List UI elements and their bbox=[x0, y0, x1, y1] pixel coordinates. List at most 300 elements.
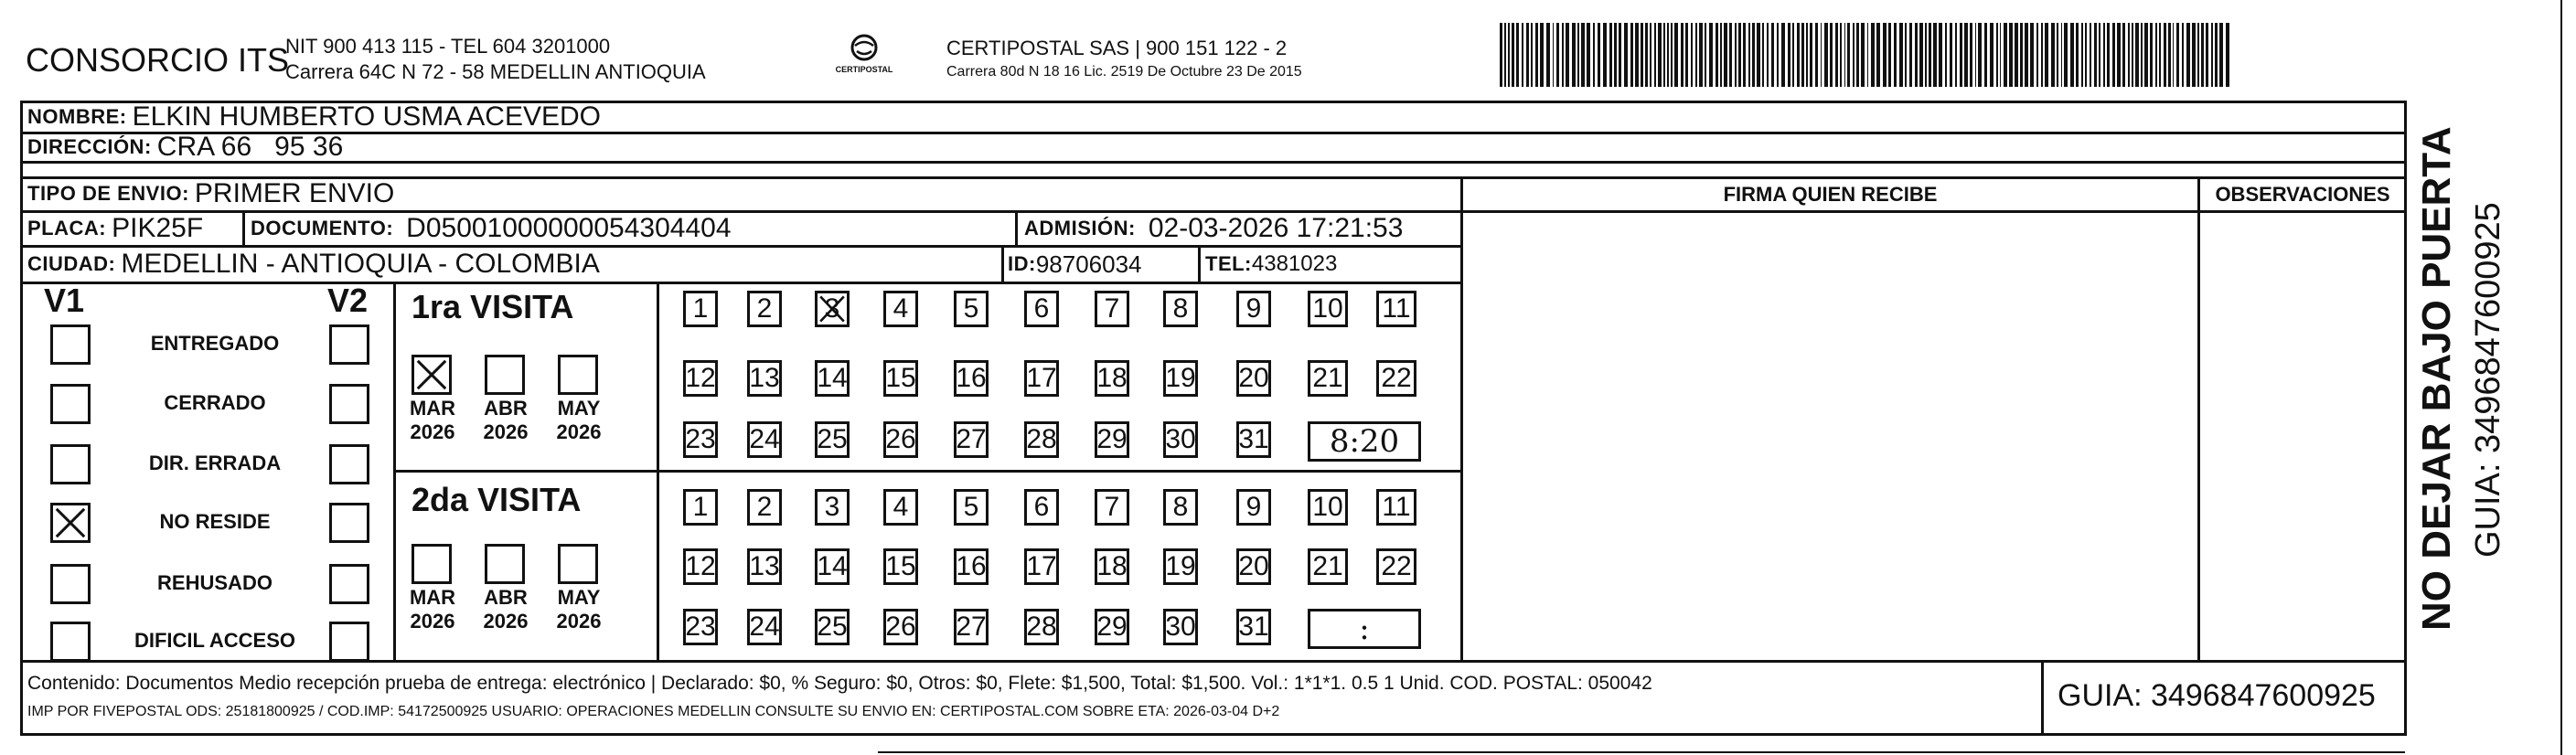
barcode-bar bbox=[1945, 23, 1947, 87]
year-label: 2026 bbox=[410, 610, 455, 633]
barcode-bar bbox=[2117, 23, 2121, 87]
month-label: MAR bbox=[409, 586, 456, 609]
barcode-bar bbox=[2219, 23, 2223, 87]
barcode-bar bbox=[1705, 23, 1707, 87]
barcode-bar bbox=[2159, 23, 2161, 87]
day-box[interactable]: 30 bbox=[1163, 421, 1198, 458]
barcode-bar bbox=[1788, 23, 1790, 87]
month-checkbox[interactable] bbox=[558, 355, 598, 395]
barcode-bar bbox=[1861, 23, 1865, 87]
barcode-bar bbox=[2135, 23, 2139, 87]
barcode-bar bbox=[1699, 23, 1703, 87]
barcode-bar bbox=[2000, 23, 2002, 87]
observaciones-header: OBSERVACIONES bbox=[2215, 183, 2390, 206]
barcode-bar bbox=[2150, 23, 2154, 87]
time-box[interactable]: 8:20 bbox=[1308, 421, 1421, 462]
day-box[interactable]: 13 bbox=[747, 360, 782, 397]
barcode-bar bbox=[2176, 23, 2179, 87]
day-box[interactable]: 9 bbox=[1236, 291, 1271, 327]
barcode-bar bbox=[1504, 23, 1506, 87]
time-box[interactable]: : bbox=[1308, 609, 1421, 649]
barcode-bar bbox=[1767, 23, 1769, 87]
v1-checkbox[interactable] bbox=[50, 384, 91, 424]
year-label: 2026 bbox=[483, 610, 529, 633]
day-box[interactable]: 4 bbox=[883, 489, 918, 526]
day-box[interactable]: 3 bbox=[815, 291, 850, 327]
barcode-bar bbox=[2070, 23, 2074, 87]
day-box[interactable]: 19 bbox=[1163, 548, 1198, 585]
day-box[interactable]: 31 bbox=[1236, 609, 1271, 645]
condition-label: ENTREGADO bbox=[150, 332, 280, 355]
v1-checkbox[interactable] bbox=[50, 622, 91, 662]
day-box[interactable]: 14 bbox=[815, 360, 850, 397]
barcode-bar bbox=[2168, 23, 2171, 87]
barcode-bar bbox=[1562, 23, 1564, 87]
barcode-bar bbox=[1674, 23, 1678, 87]
day-box[interactable]: 27 bbox=[954, 421, 989, 458]
barcode-bar bbox=[1709, 23, 1713, 87]
day-box[interactable]: 11 bbox=[1376, 489, 1416, 526]
day-box[interactable]: 14 bbox=[815, 548, 850, 585]
barcode-bar bbox=[2103, 23, 2105, 87]
month-checkbox[interactable] bbox=[485, 544, 525, 584]
day-box[interactable]: 8 bbox=[1163, 489, 1198, 526]
day-box[interactable]: 31 bbox=[1236, 421, 1271, 458]
day-box[interactable]: 7 bbox=[1095, 291, 1129, 327]
barcode-bar bbox=[1619, 23, 1622, 87]
direccion-label: DIRECCIÓN: bbox=[27, 135, 152, 158]
barcode-bar bbox=[1566, 23, 1569, 87]
admision-label: ADMISIÓN: bbox=[1024, 217, 1136, 239]
barcode-bar bbox=[2009, 23, 2013, 87]
barcode-bar bbox=[2144, 23, 2148, 87]
month-checkbox[interactable] bbox=[558, 544, 598, 584]
barcode-bar bbox=[1853, 23, 1855, 87]
admision-row bbox=[1024, 212, 1403, 245]
day-box[interactable]: 5 bbox=[954, 291, 989, 327]
barcode-bar bbox=[1695, 23, 1697, 87]
bottom-rule bbox=[878, 751, 2405, 753]
ciudad-label: CIUDAD: bbox=[27, 252, 116, 275]
barcode-bar bbox=[1821, 23, 1822, 87]
direccion-value: CRA 66 95 36 bbox=[156, 132, 344, 162]
tipo-value: PRIMER ENVIO bbox=[194, 178, 395, 208]
barcode-bar bbox=[1792, 23, 1794, 87]
barcode-bar bbox=[1546, 23, 1550, 87]
barcode-bar bbox=[1624, 23, 1628, 87]
barcode-bar bbox=[1654, 23, 1656, 87]
courier-info: CERTIPOSTAL SAS | 900 151 122 - 2 bbox=[946, 37, 1288, 59]
barcode-bar bbox=[1810, 23, 1812, 87]
barcode-bar bbox=[1964, 23, 1968, 87]
barcode-bar bbox=[2173, 23, 2175, 87]
barcode-bar bbox=[1587, 23, 1590, 87]
v1-header: V1 bbox=[44, 282, 85, 319]
id-label: ID: bbox=[1008, 252, 1036, 275]
month-checkbox[interactable] bbox=[412, 355, 452, 395]
day-box[interactable]: 11 bbox=[1376, 291, 1416, 327]
barcode-bar bbox=[1909, 23, 1913, 87]
v2-checkbox[interactable] bbox=[329, 384, 369, 424]
day-box[interactable]: 25 bbox=[815, 421, 850, 458]
barcode-bar bbox=[2045, 23, 2048, 87]
v1-checkbox[interactable] bbox=[50, 444, 91, 484]
barcode-bar bbox=[1645, 23, 1648, 87]
barcode-bar bbox=[1762, 23, 1764, 87]
v2-header: V2 bbox=[327, 282, 369, 319]
barcode-bar bbox=[2201, 23, 2204, 87]
v1-checkbox[interactable] bbox=[50, 564, 91, 604]
day-box[interactable]: 2 bbox=[747, 291, 782, 327]
tel-row bbox=[1205, 247, 1337, 282]
barcode-bar bbox=[1735, 23, 1737, 87]
day-box[interactable]: 23 bbox=[683, 421, 718, 458]
barcode-bar bbox=[1978, 23, 1982, 87]
condition-label: NO RESIDE bbox=[159, 510, 271, 533]
firma-header: FIRMA QUIEN RECIBE bbox=[1723, 183, 1938, 206]
courier-license: Carrera 80d N 18 16 Lic. 2519 De Octubre 23 De 2015 bbox=[946, 64, 1302, 80]
barcode-bar bbox=[1720, 23, 1722, 87]
barcode-bar bbox=[1960, 23, 1962, 87]
day-box[interactable]: 17 bbox=[1024, 548, 1059, 585]
day-box[interactable]: 16 bbox=[954, 548, 989, 585]
barcode-bar bbox=[1614, 23, 1617, 87]
documento-row bbox=[251, 212, 732, 245]
day-box[interactable]: 29 bbox=[1095, 609, 1129, 645]
barcode-bar bbox=[1883, 23, 1887, 87]
barcode-bar bbox=[1635, 23, 1639, 87]
barcode-bar bbox=[1581, 23, 1585, 87]
day-box[interactable]: 29 bbox=[1095, 421, 1129, 458]
barcode-bar bbox=[2081, 23, 2083, 87]
day-box[interactable]: 6 bbox=[1024, 291, 1059, 327]
day-box[interactable]: 13 bbox=[747, 548, 782, 585]
day-box[interactable]: 3 bbox=[815, 489, 850, 526]
barcode-bar bbox=[2164, 23, 2166, 87]
barcode-bar bbox=[1556, 23, 1559, 87]
barcode-bar bbox=[1970, 23, 1972, 87]
id-row bbox=[1008, 247, 1142, 282]
barcode-bar bbox=[2128, 23, 2130, 87]
barcode-bar bbox=[1743, 23, 1746, 87]
day-box[interactable]: 30 bbox=[1163, 609, 1198, 645]
id-value: 98706034 bbox=[1035, 250, 1142, 278]
barcode-bar bbox=[2064, 23, 2068, 87]
barcode-bar bbox=[1500, 23, 1502, 87]
right-edge-line bbox=[2560, 0, 2562, 755]
visit2-title: 2da VISITA bbox=[412, 481, 582, 518]
year-label: 2026 bbox=[410, 420, 455, 443]
tel-label: TEL: bbox=[1205, 252, 1252, 275]
barcode-bar bbox=[2186, 23, 2190, 87]
barcode-bar bbox=[2141, 23, 2143, 87]
barcode-bar bbox=[1801, 23, 1804, 87]
v1-checkbox[interactable] bbox=[50, 503, 91, 543]
barcode-bar bbox=[2051, 23, 2055, 87]
side-guia: GUIA: 3496847600925 bbox=[2469, 202, 2507, 558]
day-box[interactable]: 16 bbox=[954, 360, 989, 397]
day-box[interactable]: 12 bbox=[683, 548, 718, 585]
barcode-bar bbox=[2192, 23, 2196, 87]
barcode-bar bbox=[1609, 23, 1612, 87]
day-box[interactable]: 25 bbox=[815, 609, 850, 645]
year-label: 2026 bbox=[556, 610, 602, 633]
barcode-bar bbox=[1975, 23, 1977, 87]
year-label: 2026 bbox=[483, 420, 529, 443]
day-box[interactable]: 7 bbox=[1095, 489, 1129, 526]
barcode-bar bbox=[1508, 23, 1511, 87]
day-box[interactable]: 18 bbox=[1095, 360, 1129, 397]
barcode-bar bbox=[2025, 23, 2028, 87]
footer-contenido: Contenido: Documentos Medio recepción prueba de entrega: electrónico | Declarado: $0, % Seguro: $0, Otros: $0, Flete: $1,500, Total: $1,500. Vol.: 1*1*1. 0.5 1 Unid. COD. POSTAL: 050042 bbox=[27, 673, 1652, 694]
barcode-bar bbox=[1876, 23, 1880, 87]
day-box[interactable]: 28 bbox=[1024, 421, 1059, 458]
documento-value: D05001000000054304404 bbox=[406, 213, 732, 243]
barcode-bar bbox=[2211, 23, 2213, 87]
barcode-bar bbox=[1630, 23, 1633, 87]
barcode-bar bbox=[1531, 23, 1534, 87]
barcode-bar bbox=[2076, 23, 2079, 87]
nombre-value: ELKIN HUMBERTO USMA ACEVEDO bbox=[132, 101, 601, 132]
month-label: MAY bbox=[557, 397, 601, 420]
barcode-bar bbox=[1748, 23, 1751, 87]
barcode-bar bbox=[1871, 23, 1875, 87]
v2-checkbox[interactable] bbox=[329, 564, 369, 604]
month-label: ABR bbox=[484, 586, 528, 609]
v1-checkbox[interactable] bbox=[50, 324, 91, 365]
barcode-bar bbox=[1535, 23, 1538, 87]
tel-value: 4381023 bbox=[1251, 251, 1338, 276]
day-box[interactable]: 4 bbox=[883, 291, 918, 327]
admision-value: 02-03-2026 17:21:53 bbox=[1148, 213, 1404, 243]
barcode-bar bbox=[1671, 23, 1673, 87]
v2-checkbox[interactable] bbox=[329, 503, 369, 543]
month-checkbox[interactable] bbox=[412, 544, 452, 584]
footer-impresion: IMP POR FIVEPOSTAL ODS: 25181800925 / COD.IMP: 54172500925 USUARIO: OPERACIONES MEDELLIN CONSULTE SU ENVIO EN: CERTIPOSTAL.COM SOBRE ETA: 2026-03-04 D+2 bbox=[27, 704, 1280, 719]
barcode-bar bbox=[1598, 23, 1601, 87]
side-no-dejar: NO DEJAR BAJO PUERTA bbox=[2414, 126, 2459, 631]
day-box[interactable]: 2 bbox=[747, 489, 782, 526]
day-box[interactable]: 10 bbox=[1308, 489, 1348, 526]
barcode-bar bbox=[1830, 23, 1833, 87]
ciudad-row bbox=[27, 247, 600, 282]
barcode-bar bbox=[1771, 23, 1775, 87]
barcode-bar bbox=[2215, 23, 2218, 87]
barcode-bar bbox=[2020, 23, 2024, 87]
month-label: MAR bbox=[409, 397, 456, 420]
barcode-bar bbox=[1757, 23, 1760, 87]
month-label: MAY bbox=[557, 586, 601, 609]
barcode-bar bbox=[1867, 23, 1869, 87]
day-box[interactable]: 26 bbox=[883, 609, 918, 645]
footer-guia: GUIA: 3496847600925 bbox=[2058, 678, 2376, 713]
day-box[interactable]: 15 bbox=[883, 548, 918, 585]
barcode-bar bbox=[1925, 23, 1927, 87]
barcode-bar bbox=[1526, 23, 1529, 87]
day-box[interactable]: 27 bbox=[954, 609, 989, 645]
barcode-bar bbox=[2090, 23, 2091, 87]
barcode-bar bbox=[1919, 23, 1923, 87]
day-box[interactable]: 18 bbox=[1095, 548, 1129, 585]
barcode-bar bbox=[1650, 23, 1651, 87]
month-checkbox[interactable] bbox=[485, 355, 525, 395]
barcode-bar bbox=[1663, 23, 1666, 87]
company-name: CONSORCIO ITS bbox=[26, 41, 290, 79]
barcode-bar bbox=[1516, 23, 1519, 87]
barcode-bar bbox=[1847, 23, 1850, 87]
day-box[interactable]: 24 bbox=[747, 421, 782, 458]
day-box[interactable]: 15 bbox=[883, 360, 918, 397]
barcode-bar bbox=[1577, 23, 1580, 87]
barcode-bar bbox=[1691, 23, 1693, 87]
company-nit: NIT 900 413 115 - TEL 604 3201000 bbox=[285, 35, 611, 58]
barcode-bar bbox=[1824, 23, 1828, 87]
barcode-bar bbox=[2099, 23, 2100, 87]
condition-label: DIFICIL ACCESO bbox=[134, 629, 295, 652]
certipostal-logo bbox=[828, 33, 901, 80]
day-box[interactable]: 10 bbox=[1308, 291, 1348, 327]
barcode-bar bbox=[1777, 23, 1779, 87]
barcode-bar bbox=[1512, 23, 1514, 87]
condition-label: REHUSADO bbox=[157, 571, 273, 594]
barcode-bar bbox=[1729, 23, 1733, 87]
day-box[interactable]: 1 bbox=[683, 489, 718, 526]
day-box[interactable]: 21 bbox=[1308, 360, 1348, 397]
v2-checkbox[interactable] bbox=[329, 324, 369, 365]
barcode-bar bbox=[1716, 23, 1718, 87]
barcode-bar bbox=[2107, 23, 2111, 87]
barcode-bar bbox=[2085, 23, 2088, 87]
barcode-bar bbox=[1888, 23, 1892, 87]
direccion-row bbox=[27, 133, 343, 161]
nombre-row bbox=[27, 102, 601, 132]
barcode-bar bbox=[1840, 23, 1842, 87]
barcode-bar bbox=[1844, 23, 1846, 87]
day-box[interactable]: 23 bbox=[683, 609, 718, 645]
barcode-bar bbox=[2132, 23, 2134, 87]
header bbox=[0, 0, 2576, 101]
day-box[interactable]: 22 bbox=[1376, 360, 1416, 397]
day-box[interactable]: 12 bbox=[683, 360, 718, 397]
company-address: Carrera 64C N 72 - 58 MEDELLIN ANTIOQUIA bbox=[285, 60, 706, 83]
day-box[interactable]: 28 bbox=[1024, 609, 1059, 645]
month-label: ABR bbox=[484, 397, 528, 420]
barcode-bar bbox=[1996, 23, 1998, 87]
barcode-bar bbox=[1685, 23, 1689, 87]
barcode-bar bbox=[1815, 23, 1818, 87]
barcode-bar bbox=[1856, 23, 1859, 87]
barcode-bar bbox=[1540, 23, 1544, 87]
nombre-label: NOMBRE: bbox=[27, 105, 127, 128]
placa-label: PLACA: bbox=[27, 217, 107, 239]
barcode-bar bbox=[1593, 23, 1595, 87]
day-box[interactable]: 17 bbox=[1024, 360, 1059, 397]
barcode-bar bbox=[2226, 23, 2229, 87]
barcode-bar bbox=[2015, 23, 2018, 87]
barcode-bar bbox=[1738, 23, 1741, 87]
barcode-bar bbox=[2004, 23, 2007, 87]
placa-value: PIK25F bbox=[112, 213, 204, 243]
barcode-bar bbox=[1939, 23, 1942, 87]
barcode-bar bbox=[2094, 23, 2097, 87]
day-box[interactable]: 24 bbox=[747, 609, 782, 645]
barcode-bar bbox=[1950, 23, 1952, 87]
barcode-bar bbox=[1899, 23, 1903, 87]
barcode bbox=[1500, 23, 2231, 87]
documento-label: DOCUMENTO: bbox=[251, 217, 394, 239]
barcode-bar bbox=[1929, 23, 1932, 87]
visit1-title: 1ra VISITA bbox=[412, 288, 574, 325]
placa-row bbox=[27, 212, 203, 245]
barcode-bar bbox=[2206, 23, 2208, 87]
day-box[interactable]: 21 bbox=[1308, 548, 1348, 585]
year-label: 2026 bbox=[556, 420, 602, 443]
barcode-bar bbox=[2061, 23, 2063, 87]
day-box[interactable]: 6 bbox=[1024, 489, 1059, 526]
day-check-mark bbox=[818, 293, 847, 324]
condition-label: CERRADO bbox=[164, 391, 266, 414]
logo-icon bbox=[846, 33, 882, 62]
day-box[interactable]: 1 bbox=[683, 291, 718, 327]
day-box[interactable]: 20 bbox=[1236, 548, 1271, 585]
barcode-bar bbox=[1990, 23, 1993, 87]
barcode-bar bbox=[1933, 23, 1937, 87]
day-box[interactable]: 20 bbox=[1236, 360, 1271, 397]
tipo-row bbox=[27, 177, 394, 210]
barcode-bar bbox=[2057, 23, 2058, 87]
barcode-bar bbox=[2041, 23, 2044, 87]
barcode-bar bbox=[2030, 23, 2034, 87]
barcode-bar bbox=[1797, 23, 1801, 87]
barcode-bar bbox=[1955, 23, 1958, 87]
barcode-bar bbox=[1553, 23, 1555, 87]
barcode-bar bbox=[2155, 23, 2157, 87]
barcode-bar bbox=[1724, 23, 1727, 87]
barcode-bar bbox=[1915, 23, 1918, 87]
barcode-bar bbox=[1667, 23, 1669, 87]
v2-checkbox[interactable] bbox=[329, 622, 369, 662]
barcode-bar bbox=[2182, 23, 2184, 87]
barcode-bar bbox=[1835, 23, 1838, 87]
ciudad-value: MEDELLIN - ANTIOQUIA - COLOMBIA bbox=[121, 249, 600, 279]
barcode-bar bbox=[1905, 23, 1907, 87]
barcode-bar bbox=[1603, 23, 1607, 87]
condition-label: DIR. ERRADA bbox=[148, 452, 282, 474]
barcode-bar bbox=[1572, 23, 1576, 87]
barcode-bar bbox=[2036, 23, 2038, 87]
barcode-bar bbox=[1894, 23, 1897, 87]
barcode-bar bbox=[2122, 23, 2125, 87]
day-box[interactable]: 9 bbox=[1236, 489, 1271, 526]
day-box[interactable]: 19 bbox=[1163, 360, 1198, 397]
day-box[interactable]: 22 bbox=[1376, 548, 1416, 585]
barcode-bar bbox=[1752, 23, 1755, 87]
logo-text: CERTIPOSTAL bbox=[835, 65, 893, 74]
v2-checkbox[interactable] bbox=[329, 444, 369, 484]
barcode-bar bbox=[1658, 23, 1662, 87]
barcode-bar bbox=[1681, 23, 1683, 87]
barcode-bar bbox=[1806, 23, 1808, 87]
barcode-bar bbox=[2112, 23, 2115, 87]
barcode-bar bbox=[1522, 23, 1523, 87]
barcode-bar bbox=[2197, 23, 2200, 87]
tipo-label: TIPO DE ENVIO: bbox=[27, 182, 189, 205]
day-box[interactable]: 26 bbox=[883, 421, 918, 458]
day-box[interactable]: 8 bbox=[1163, 291, 1198, 327]
day-box[interactable]: 5 bbox=[954, 489, 989, 526]
barcode-bar bbox=[1984, 23, 1987, 87]
barcode-bar bbox=[1781, 23, 1785, 87]
